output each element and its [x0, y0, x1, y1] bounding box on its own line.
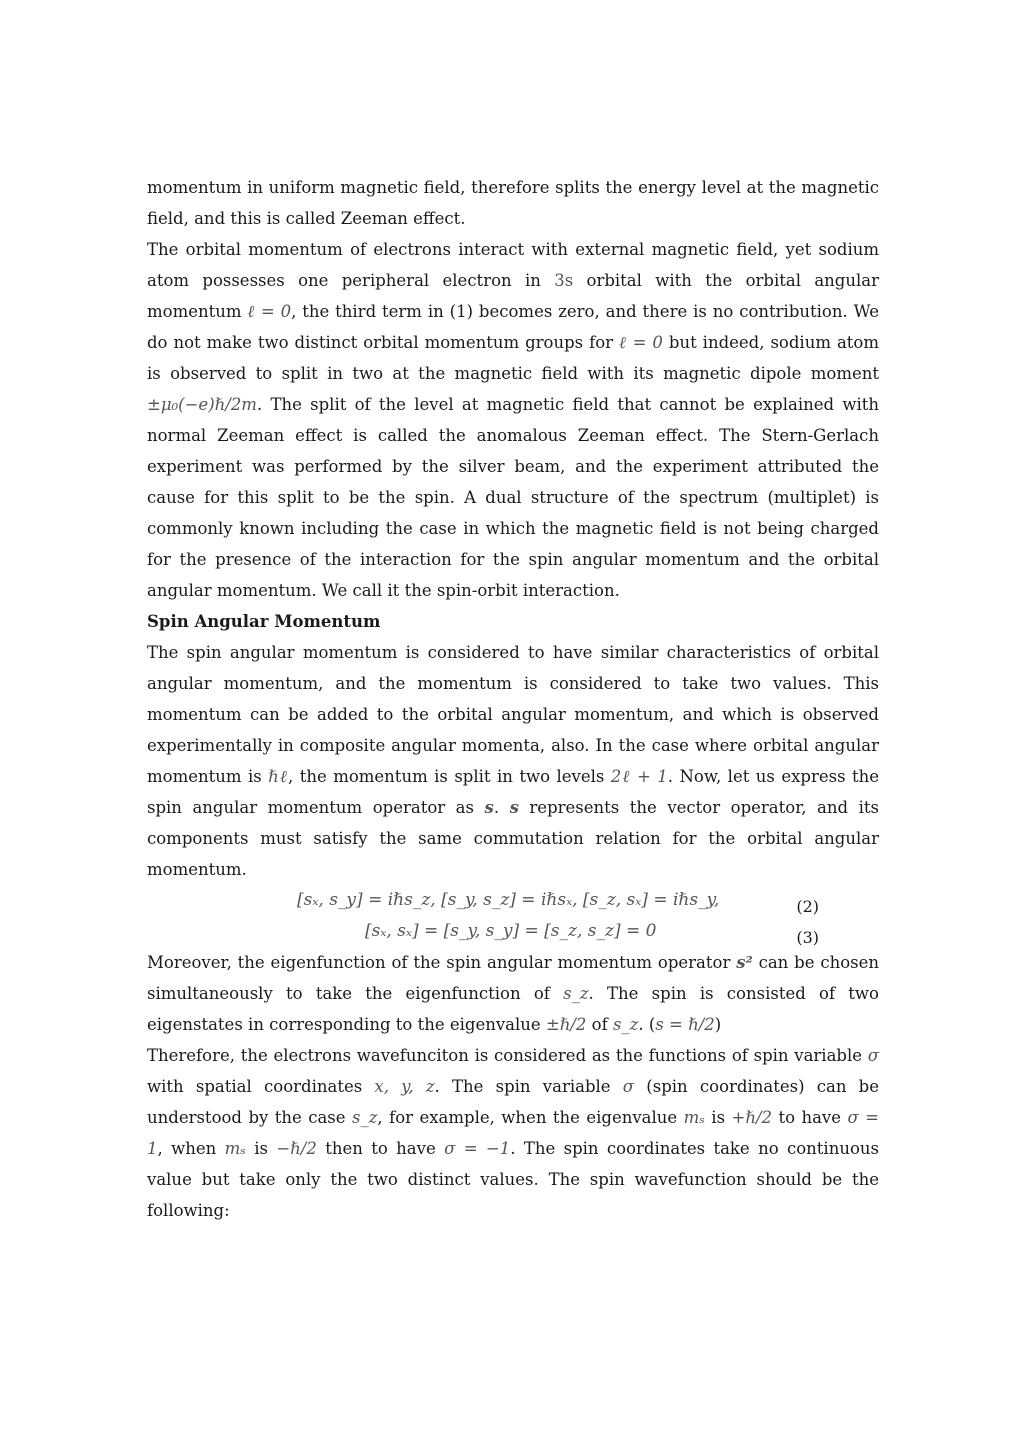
text-run: , the third term in (1) becomes zero, and there is no contribution. We do not make two distinct orbital momentum groups for [147, 302, 879, 352]
math-3s: 3s [554, 271, 574, 290]
equation-number: (3) [796, 928, 819, 947]
text-run: . ( [638, 1015, 656, 1034]
paragraph-eigenfunction [147, 947, 879, 1040]
math-minus-hbar-half: −ℏ/2 [276, 1139, 317, 1158]
text-run: , the momentum is split in two levels [288, 767, 611, 786]
section-heading: Spin Angular Momentum [147, 612, 381, 631]
text-run: , for example, when the eigenvalue [377, 1108, 684, 1127]
paragraph-zeeman-intro: momentum in uniform magnetic field, therefore splits the energy level at the magnetic field, and this is called Zeeman effect. [147, 178, 879, 228]
text-run: can be chosen simultaneously to take the eigenfunction of [147, 953, 879, 1003]
text-run: , when [157, 1139, 225, 1158]
math-s-vector: s [484, 798, 494, 817]
math-sz: s_z [563, 984, 589, 1003]
math-s-equals-hbar-half: s = ℏ/2 [655, 1015, 715, 1034]
text-run: (spin coordinates) can be understood by the case [147, 1077, 880, 1127]
text-run: Moreover, the eigenfunction of the spin angular momentum operator [147, 953, 737, 972]
math-s-vector: s [509, 798, 519, 817]
text-run: The orbital momentum of electrons interact with external magnetic field, yet sodium atom possesses one peripheral electron in [147, 240, 879, 290]
equation-number: (2) [796, 897, 819, 916]
math-ms: mₛ [224, 1139, 246, 1158]
text-run: . The split of the level at magnetic field that cannot be explained with normal Zeeman effect is called the anomalous Zeeman effect. The Stern-Gerlach experiment was performed by the silver beam, and the experiment attributed the cause for this split to be the spin. A dual structure of the spectrum (multiplet) is commonly known including the case in which the magnetic field is not being charged for the presence of the interaction for the spin angular momentum and the orbital angular momentum. We call it the spin-orbit interaction. [147, 395, 879, 600]
text-run: Therefore, the electrons wavefunciton is considered as the functions of spin variable [147, 1046, 868, 1065]
math-l-zero: ℓ = 0 [247, 302, 292, 321]
paragraph-anomalous-zeeman [147, 234, 879, 606]
math-sigma-one: σ = 1 [147, 1108, 880, 1158]
text-run: . [493, 798, 510, 817]
text-run: . The spin variable [434, 1077, 623, 1096]
text-run: to have [772, 1108, 848, 1127]
text-run: . The spin coordinates take no continuous value but take only the two distinct values. The spin wavefunction should be the following: [147, 1139, 879, 1220]
math-sz: s_z [612, 1015, 639, 1034]
math-xyz: x, y, z [374, 1077, 435, 1096]
math-s-squared: s² [736, 953, 753, 972]
equation-body: [sₓ, s_y] = iℏs_z, [s_y, s_z] = iℏsₓ, [s_z, sₓ] = iℏs_y, [297, 890, 720, 910]
text-run: then to have [316, 1139, 445, 1158]
paragraph-spin-angular-momentum [147, 637, 879, 885]
text-run: with spatial coordinates [147, 1077, 375, 1096]
text-run: is [245, 1139, 277, 1158]
text-run: represents the vector operator, and its components must satisfy the same commutation relation for the orbital angular momentum. [147, 798, 879, 879]
text-run: orbital with the orbital angular momentum [147, 271, 879, 321]
equation-2 [147, 885, 879, 916]
math-pm-hbar-half: ±ℏ/2 [545, 1015, 587, 1034]
text-run: . The spin is consisted of two eigenstates in corresponding to the eigenvalue [147, 984, 879, 1034]
math-hbar-l: ℏℓ [268, 767, 289, 786]
math-ms: mₛ [683, 1108, 705, 1127]
text-run: of [586, 1015, 613, 1034]
math-2l-plus-1: 2ℓ + 1 [610, 767, 668, 786]
math-sigma-minus-one: σ = −1 [444, 1139, 511, 1158]
math-sigma: σ [867, 1046, 879, 1065]
math-dipole-moment: ±μ₀(−e)ℏ/2m [147, 395, 257, 414]
math-sz: s_z [351, 1108, 378, 1127]
text-run: . Now, let us express the spin angular momentum operator as [147, 767, 880, 817]
text-run: but indeed, sodium atom is observed to split in two at the magnetic field with its magnetic dipole moment [147, 333, 879, 383]
equation-3 [147, 916, 879, 947]
math-plus-hbar-half: +ℏ/2 [731, 1108, 773, 1127]
equation-body: [sₓ, sₓ] = [s_y, s_y] = [s_z, s_z] = 0 [365, 921, 657, 941]
text-run: The spin angular momentum is considered to have similar characteristics of orbital angular momentum, and the momentum is considered to take two values. This momentum can be added to the orbital angular momentum, and which is observed experimentally in composite angular momenta, also. In the case where orbital angular momentum is [147, 643, 879, 786]
document-page [147, 172, 879, 1226]
text-run: is [704, 1108, 732, 1127]
math-sigma: σ [622, 1077, 635, 1096]
math-l-zero: ℓ = 0 [619, 333, 663, 352]
text-run: ) [714, 1015, 722, 1034]
paragraph-spin-variable [147, 1040, 879, 1226]
